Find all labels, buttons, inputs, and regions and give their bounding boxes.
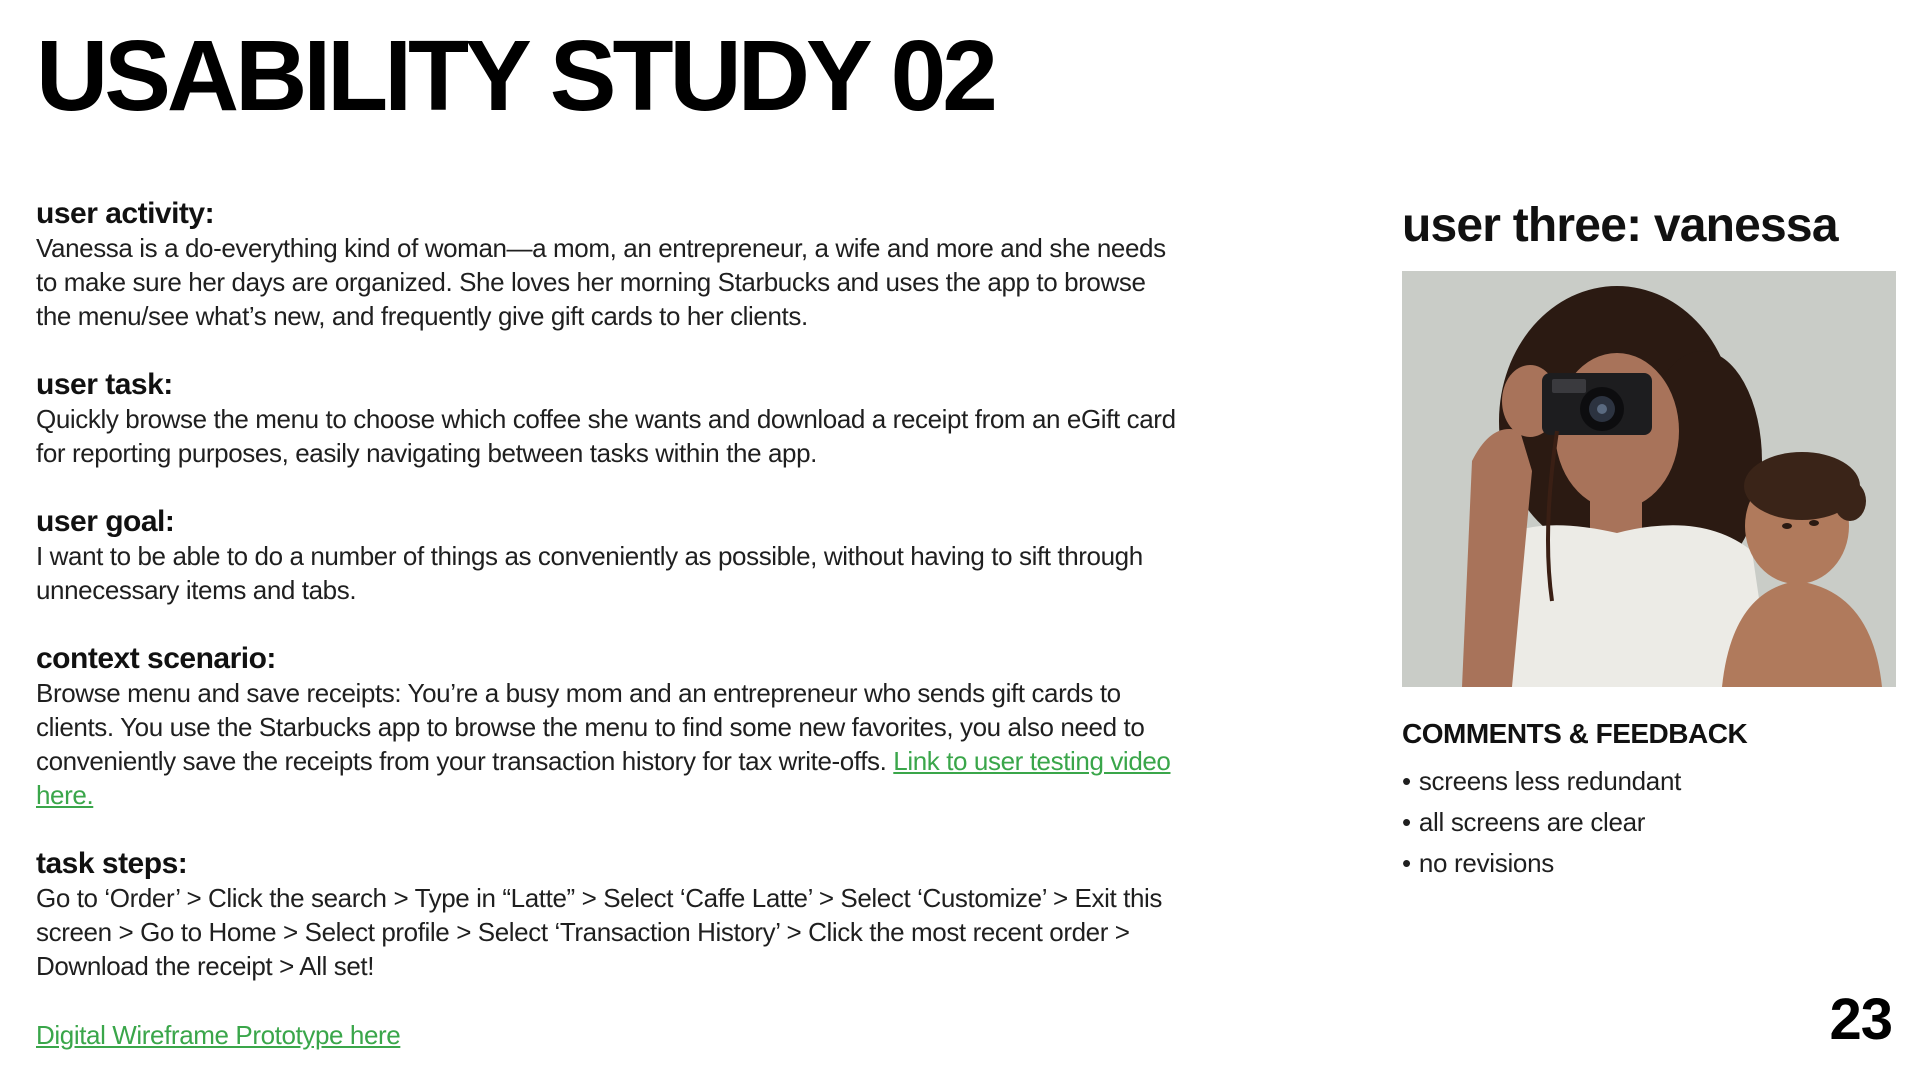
prototype-link-row — [36, 1018, 400, 1052]
section-user-task — [36, 367, 1176, 470]
section-heading: task steps: — [36, 847, 188, 881]
study-details — [36, 196, 1176, 1017]
page-number: 23 — [1829, 987, 1892, 1052]
page-title: USABILITY STUDY 02 — [36, 20, 994, 132]
section-body: Vanessa is a do-everything kind of woman—a mom, an entrepreneur, a wife and more and she needs to make sure her days are organized. She loves her morning Starbucks and uses the app to browse the menu/see what’s new, and frequently give gift cards to her clients. — [36, 233, 1166, 332]
user-heading: user three: vanessa — [1402, 199, 1838, 252]
section-context-scenario — [36, 641, 1176, 812]
prototype-link[interactable]: Digital Wireframe Prototype here — [36, 1020, 401, 1050]
bullet-icon: • — [1402, 806, 1411, 837]
feedback-item — [1402, 843, 1896, 884]
section-body: I want to be able to do a number of things as conveniently as possible, without having to sift through unnecessary items and tabs. — [36, 541, 1143, 606]
section-heading: user goal: — [36, 505, 175, 539]
section-body: Quickly browse the menu to choose which coffee she wants and download a receipt from an eGift card for reporting purposes, easily navigating between tasks within the app. — [36, 404, 1176, 469]
feedback-text: all screens are clear — [1418, 806, 1646, 837]
comments-heading: COMMENTS & FEEDBACK — [1402, 718, 1748, 750]
user-photo — [1402, 271, 1896, 687]
section-task-steps — [36, 846, 1176, 983]
user-testing-video-link[interactable]: Link to user testing video here. — [36, 746, 1171, 811]
feedback-text: no revisions — [1418, 847, 1554, 878]
feedback-list — [1402, 761, 1896, 884]
section-user-goal — [36, 504, 1176, 607]
scenario-text: Browse menu and save receipts: You’re a busy mom and an entrepreneur who sends gift cards to clients. You use the Starbucks app to browse the menu to find some new favorites, you also need to conveniently save the receipts from your transaction history for tax write-offs. — [36, 678, 1145, 777]
bullet-icon: • — [1402, 847, 1411, 878]
section-body — [36, 676, 1176, 812]
section-heading: user activity: — [36, 197, 215, 230]
bullet-icon: • — [1402, 765, 1411, 796]
feedback-item — [1402, 761, 1896, 802]
feedback-item — [1402, 802, 1896, 843]
section-heading: context scenario: — [36, 642, 276, 676]
section-user-activity — [36, 196, 1176, 333]
feedback-text: screens less redundant — [1418, 765, 1682, 796]
section-heading: user task: — [36, 368, 173, 402]
user-profile-panel — [1402, 198, 1896, 884]
section-body: Go to ‘Order’ > Click the search > Type in “Latte” > Select ‘Caffe Latte’ > Select ‘Customize’ > Exit this screen > Go to Home > Select profile > Select ‘Transaction History’ > Click the most recent order > Download the receipt > All set! — [36, 883, 1162, 982]
